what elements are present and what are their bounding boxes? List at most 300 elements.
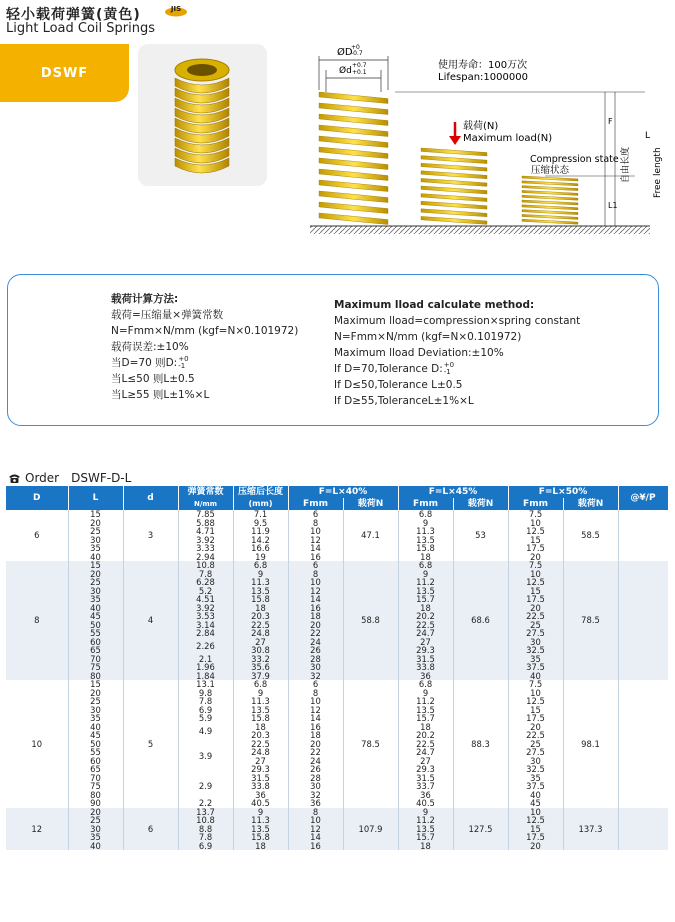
free-spring-coil bbox=[319, 103, 388, 115]
cell-price bbox=[618, 604, 668, 613]
cell-fmm-50: 32.5 bbox=[508, 765, 563, 774]
cell-fmm-50: 22.5 bbox=[508, 731, 563, 740]
cell-compressed: 24.8 bbox=[233, 629, 288, 638]
cell-L: 60 bbox=[68, 757, 123, 766]
cell-fmm-50: 35 bbox=[508, 655, 563, 664]
cell-fmm-50: 20 bbox=[508, 842, 563, 851]
cell-fmm-45: 31.5 bbox=[398, 774, 453, 783]
cell-L: 40 bbox=[68, 723, 123, 732]
cell-constant: 6.9 bbox=[178, 842, 233, 851]
th-constant: 弹簧常数 bbox=[178, 486, 233, 498]
cell-compressed: 7.1 bbox=[233, 510, 288, 519]
cell-price bbox=[618, 612, 668, 621]
calc-en-line1: Maximum lload=compression×spring constant bbox=[334, 315, 581, 327]
cell-fmm-45: 6.8 bbox=[398, 561, 453, 570]
cell-price bbox=[618, 672, 668, 681]
cell-compressed: 29.3 bbox=[233, 765, 288, 774]
cell-fmm-45: 13.5 bbox=[398, 825, 453, 834]
cell-fmm-40: 6 bbox=[288, 510, 343, 519]
cell-fmm-45: 18 bbox=[398, 723, 453, 732]
cell-price bbox=[618, 842, 668, 851]
cell-compressed: 11.3 bbox=[233, 816, 288, 825]
th-compressed: 压缩后长度 bbox=[233, 486, 288, 498]
compressed-spring-coil bbox=[522, 210, 578, 215]
free-spring-coil bbox=[319, 92, 388, 104]
cell-constant: 4.51 bbox=[178, 595, 233, 604]
cell-price bbox=[618, 629, 668, 638]
loaded-spring-coil bbox=[421, 209, 487, 217]
free-spring-coil bbox=[319, 169, 388, 181]
jis-badge-icon bbox=[164, 3, 188, 17]
cell-fmm-50: 15 bbox=[508, 536, 563, 545]
cell-fmm-50: 22.5 bbox=[508, 612, 563, 621]
cell-L: 80 bbox=[68, 672, 123, 681]
cell-fmm-45: 18 bbox=[398, 553, 453, 562]
cell-fmm-40: 14 bbox=[288, 595, 343, 604]
cell-fmm-50: 12.5 bbox=[508, 816, 563, 825]
cell-fmm-40: 20 bbox=[288, 621, 343, 630]
calc-en-line3: Maximum lload Deviation:±10% bbox=[334, 347, 504, 359]
yellow-spring-icon bbox=[138, 44, 267, 186]
cell-compressed: 11.9 bbox=[233, 527, 288, 536]
cell-L: 80 bbox=[68, 791, 123, 800]
cell-L: 25 bbox=[68, 816, 123, 825]
cell-load-40: 47.1 bbox=[343, 510, 398, 561]
cell-L: 70 bbox=[68, 655, 123, 664]
cell-D: 6 bbox=[6, 510, 68, 561]
cell-fmm-50: 20 bbox=[508, 553, 563, 562]
calc-cn-line5: 当L≤50 则L±0.5 bbox=[111, 373, 195, 385]
cell-price bbox=[618, 519, 668, 528]
l-label: L bbox=[645, 131, 651, 141]
cell-constant: 3.53 bbox=[178, 612, 233, 621]
cell-L: 65 bbox=[68, 646, 123, 655]
f-label: F bbox=[608, 117, 613, 126]
cell-L: 45 bbox=[68, 612, 123, 621]
cell-fmm-40: 16 bbox=[288, 842, 343, 851]
cell-L: 15 bbox=[68, 510, 123, 519]
cell-constant: 1.84 bbox=[178, 672, 233, 681]
cell-L: 60 bbox=[68, 638, 123, 647]
cell-L: 30 bbox=[68, 825, 123, 834]
cell-price bbox=[618, 833, 668, 842]
cell-compressed: 33.8 bbox=[233, 782, 288, 791]
cell-L: 25 bbox=[68, 578, 123, 587]
cell-fmm-45: 29.3 bbox=[398, 646, 453, 655]
product-photo bbox=[138, 44, 267, 186]
cell-fmm-40: 14 bbox=[288, 544, 343, 553]
cell-compressed: 6.8 bbox=[233, 680, 288, 689]
cell-fmm-40: 36 bbox=[288, 799, 343, 808]
loaded-spring-coil bbox=[421, 171, 487, 179]
compressed-spring-coil bbox=[522, 219, 578, 224]
cell-fmm-50: 10 bbox=[508, 689, 563, 698]
cell-constant: 3.14 bbox=[178, 621, 233, 630]
cell-load-45: 127.5 bbox=[453, 808, 508, 851]
cell-D: 8 bbox=[6, 561, 68, 680]
cell-fmm-45: 11.2 bbox=[398, 816, 453, 825]
calc-en-line6: If D≥55,ToleranceL±1%×L bbox=[334, 395, 474, 407]
loaded-spring-coil bbox=[421, 194, 487, 202]
compressed-spring-coil bbox=[522, 190, 578, 195]
cell-fmm-40: 10 bbox=[288, 578, 343, 587]
compression-cn: 压缩状态 bbox=[531, 165, 570, 176]
th-g50: F=L×50% bbox=[508, 486, 618, 498]
cell-compressed: 40.5 bbox=[233, 799, 288, 808]
cell-price bbox=[618, 544, 668, 553]
cell-compressed: 31.5 bbox=[233, 774, 288, 783]
cell-fmm-40: 8 bbox=[288, 519, 343, 528]
table-row bbox=[6, 510, 668, 519]
cell-compressed: 22.5 bbox=[233, 740, 288, 749]
loaded-spring-coil bbox=[421, 156, 487, 164]
cell-L: 70 bbox=[68, 774, 123, 783]
compressed-spring-coil bbox=[522, 181, 578, 186]
cell-L: 15 bbox=[68, 680, 123, 689]
cell-price bbox=[618, 595, 668, 604]
cell-L: 30 bbox=[68, 706, 123, 715]
cell-fmm-50: 17.5 bbox=[508, 714, 563, 723]
product-tab bbox=[0, 44, 129, 102]
cell-fmm-45: 33.7 bbox=[398, 782, 453, 791]
cell-fmm-45: 15.7 bbox=[398, 714, 453, 723]
cell-price bbox=[618, 527, 668, 536]
cell-constant: 13.7 bbox=[178, 808, 233, 817]
cell-load-45: 88.3 bbox=[453, 680, 508, 808]
cell-compressed: 9 bbox=[233, 570, 288, 579]
cell-price bbox=[618, 757, 668, 766]
cell-fmm-40: 8 bbox=[288, 808, 343, 817]
th-constant-unit: N/mm bbox=[178, 498, 233, 510]
cell-fmm-50: 12.5 bbox=[508, 578, 563, 587]
th-fmm-45: Fmm bbox=[398, 498, 453, 510]
cell-fmm-50: 7.5 bbox=[508, 680, 563, 689]
cell-fmm-45: 13.5 bbox=[398, 706, 453, 715]
cell-fmm-50: 17.5 bbox=[508, 544, 563, 553]
cell-fmm-50: 40 bbox=[508, 791, 563, 800]
cell-fmm-40: 20 bbox=[288, 740, 343, 749]
cell-compressed: 20.3 bbox=[233, 612, 288, 621]
cell-fmm-45: 29.3 bbox=[398, 765, 453, 774]
free-spring-coil bbox=[319, 125, 388, 137]
cell-L: 35 bbox=[68, 595, 123, 604]
cell-fmm-50: 15 bbox=[508, 825, 563, 834]
compressed-spring-coil bbox=[522, 186, 578, 191]
cell-load-40: 58.8 bbox=[343, 561, 398, 680]
load-calculation-box bbox=[7, 274, 659, 426]
cell-fmm-40: 12 bbox=[288, 825, 343, 834]
calc-cn-tol-up: +0 bbox=[178, 355, 189, 363]
cell-compressed: 16.6 bbox=[233, 544, 288, 553]
th-D: D bbox=[6, 486, 68, 510]
cell-compressed: 14.2 bbox=[233, 536, 288, 545]
compressed-spring-coil bbox=[522, 214, 578, 219]
compressed-spring-coil bbox=[522, 200, 578, 205]
cell-load-45: 53 bbox=[453, 510, 508, 561]
cell-fmm-40: 24 bbox=[288, 638, 343, 647]
cell-fmm-50: 17.5 bbox=[508, 595, 563, 604]
cell-price bbox=[618, 765, 668, 774]
cell-fmm-50: 12.5 bbox=[508, 527, 563, 536]
cell-compressed: 24.8 bbox=[233, 748, 288, 757]
cell-constant: 7.8 bbox=[178, 833, 233, 842]
th-g40: F=L×40% bbox=[288, 486, 398, 498]
cell-fmm-40: 26 bbox=[288, 646, 343, 655]
cell-fmm-40: 32 bbox=[288, 672, 343, 681]
cell-fmm-50: 27.5 bbox=[508, 629, 563, 638]
cell-fmm-50: 15 bbox=[508, 587, 563, 596]
cell-compressed: 15.8 bbox=[233, 714, 288, 723]
cell-constant: 8.8 bbox=[178, 825, 233, 834]
cell-price bbox=[618, 697, 668, 706]
cell-fmm-40: 16 bbox=[288, 553, 343, 562]
free-length-cn: 自由长度 bbox=[621, 146, 631, 183]
th-L: L bbox=[68, 486, 123, 510]
cell-price bbox=[618, 723, 668, 732]
cell-fmm-45: 22.5 bbox=[398, 621, 453, 630]
calc-cn-tol-dn: -1 bbox=[178, 362, 186, 370]
calc-cn-line6: 当L≥55 则L±1%×L bbox=[111, 389, 210, 401]
cell-fmm-45: 15.8 bbox=[398, 544, 453, 553]
cell-price bbox=[618, 791, 668, 800]
cell-compressed: 18 bbox=[233, 842, 288, 851]
calc-en bbox=[334, 297, 580, 409]
cell-price bbox=[618, 740, 668, 749]
cell-constant: 2.9 bbox=[178, 774, 233, 800]
compressed-spring-coil bbox=[522, 195, 578, 200]
cell-price bbox=[618, 510, 668, 519]
cell-fmm-50: 12.5 bbox=[508, 697, 563, 706]
cell-constant: 5.88 bbox=[178, 519, 233, 528]
cell-price bbox=[618, 553, 668, 562]
loaded-spring-coil bbox=[421, 178, 487, 186]
phone-icon bbox=[8, 473, 21, 484]
od-tol-lower: -0.7 bbox=[351, 50, 363, 57]
cell-constant: 1.96 bbox=[178, 663, 233, 672]
cell-price bbox=[618, 587, 668, 596]
cell-price bbox=[618, 536, 668, 545]
th-fmm-40: Fmm bbox=[288, 498, 343, 510]
cell-fmm-40: 10 bbox=[288, 816, 343, 825]
cell-d: 5 bbox=[123, 680, 178, 808]
cell-L: 75 bbox=[68, 663, 123, 672]
cell-fmm-40: 32 bbox=[288, 791, 343, 800]
cell-fmm-50: 25 bbox=[508, 740, 563, 749]
cell-fmm-40: 28 bbox=[288, 774, 343, 783]
cell-fmm-45: 11.3 bbox=[398, 527, 453, 536]
free-length-en: Free length bbox=[653, 147, 663, 198]
cell-compressed: 11.3 bbox=[233, 578, 288, 587]
cell-L: 90 bbox=[68, 799, 123, 808]
cell-fmm-45: 20.2 bbox=[398, 731, 453, 740]
id-tol-upper: +0.7 bbox=[352, 62, 367, 69]
loaded-spring-coil bbox=[421, 163, 487, 171]
cell-L: 75 bbox=[68, 782, 123, 791]
th-load-50: 载荷N bbox=[563, 498, 618, 510]
cell-fmm-40: 12 bbox=[288, 706, 343, 715]
cell-constant: 3.9 bbox=[178, 740, 233, 774]
cell-d: 6 bbox=[123, 808, 178, 851]
cell-compressed: 18 bbox=[233, 723, 288, 732]
calc-en-line5: If D≤50,Tolerance L±0.5 bbox=[334, 379, 463, 391]
cell-constant: 6.9 bbox=[178, 706, 233, 715]
cell-fmm-50: 10 bbox=[508, 808, 563, 817]
spring-diagram bbox=[305, 38, 670, 238]
cell-d: 4 bbox=[123, 561, 178, 680]
cell-compressed: 36 bbox=[233, 791, 288, 800]
cell-price bbox=[618, 561, 668, 570]
cell-constant: 7.85 bbox=[178, 510, 233, 519]
id-label: Ød bbox=[339, 66, 352, 76]
loaded-spring-coil bbox=[421, 186, 487, 194]
cell-compressed: 30.8 bbox=[233, 646, 288, 655]
cell-constant: 2.84 bbox=[178, 629, 233, 638]
cell-constant: 3.92 bbox=[178, 536, 233, 545]
table-row bbox=[6, 808, 668, 817]
cell-constant: 6.28 bbox=[178, 578, 233, 587]
calc-cn-heading: 载荷计算方法: bbox=[111, 293, 179, 305]
cell-L: 20 bbox=[68, 808, 123, 817]
cell-fmm-40: 10 bbox=[288, 697, 343, 706]
order-code: DSWF-D-L bbox=[71, 471, 132, 485]
cell-fmm-50: 17.5 bbox=[508, 833, 563, 842]
cell-fmm-45: 36 bbox=[398, 672, 453, 681]
cell-compressed: 9 bbox=[233, 689, 288, 698]
cell-L: 40 bbox=[68, 604, 123, 613]
od-label: ØD bbox=[337, 47, 353, 58]
cell-L: 55 bbox=[68, 629, 123, 638]
th-price: @¥/P bbox=[618, 486, 668, 510]
cell-constant: 7.8 bbox=[178, 570, 233, 579]
cell-load-50: 137.3 bbox=[563, 808, 618, 851]
title-cn: 轻小载荷弹簧(黄色) bbox=[6, 7, 141, 23]
free-spring-coil bbox=[319, 147, 388, 159]
cell-L: 20 bbox=[68, 519, 123, 528]
th-fmm-50: Fmm bbox=[508, 498, 563, 510]
cell-price bbox=[618, 714, 668, 723]
cell-L: 65 bbox=[68, 765, 123, 774]
cell-fmm-40: 14 bbox=[288, 833, 343, 842]
cell-fmm-40: 10 bbox=[288, 527, 343, 536]
cell-fmm-40: 14 bbox=[288, 714, 343, 723]
cell-fmm-40: 12 bbox=[288, 587, 343, 596]
l1-label: L1 bbox=[608, 201, 618, 210]
cell-compressed: 6.8 bbox=[233, 561, 288, 570]
cell-fmm-45: 18 bbox=[398, 842, 453, 851]
cell-fmm-40: 18 bbox=[288, 731, 343, 740]
cell-constant: 3.92 bbox=[178, 604, 233, 613]
cell-price bbox=[618, 816, 668, 825]
free-spring-coil bbox=[319, 191, 388, 203]
compressed-spring bbox=[522, 176, 578, 224]
cell-fmm-50: 20 bbox=[508, 604, 563, 613]
cell-price bbox=[618, 748, 668, 757]
cell-fmm-50: 20 bbox=[508, 723, 563, 732]
cell-price bbox=[618, 570, 668, 579]
calc-en-heading: Maximum lload calculate method: bbox=[334, 299, 535, 311]
order-line bbox=[8, 471, 131, 485]
free-spring-coil bbox=[319, 180, 388, 192]
cell-fmm-45: 15.7 bbox=[398, 833, 453, 842]
cell-fmm-45: 24.7 bbox=[398, 629, 453, 638]
cell-fmm-40: 24 bbox=[288, 757, 343, 766]
cell-constant: 2.1 bbox=[178, 655, 233, 664]
cell-fmm-45: 9 bbox=[398, 689, 453, 698]
cell-L: 50 bbox=[68, 740, 123, 749]
cell-price bbox=[618, 808, 668, 817]
cell-compressed: 13.5 bbox=[233, 706, 288, 715]
cell-fmm-50: 10 bbox=[508, 519, 563, 528]
cell-fmm-45: 9 bbox=[398, 570, 453, 579]
cell-D: 10 bbox=[6, 680, 68, 808]
cell-load-45: 68.6 bbox=[453, 561, 508, 680]
cell-compressed: 33.2 bbox=[233, 655, 288, 664]
id-tol-lower: +0.1 bbox=[352, 69, 367, 76]
calc-en-tol-up: +0 bbox=[443, 361, 455, 369]
free-spring-coil bbox=[319, 158, 388, 170]
cell-constant: 4.71 bbox=[178, 527, 233, 536]
cell-fmm-45: 15.7 bbox=[398, 595, 453, 604]
th-d: d bbox=[123, 486, 178, 510]
cell-compressed: 37.9 bbox=[233, 672, 288, 681]
cell-fmm-40: 16 bbox=[288, 604, 343, 613]
cell-fmm-45: 11.2 bbox=[398, 578, 453, 587]
cell-compressed: 35.6 bbox=[233, 663, 288, 672]
cell-fmm-40: 18 bbox=[288, 612, 343, 621]
free-spring-coil bbox=[319, 213, 388, 225]
calc-cn-line1: 载荷=压缩量×弹簧常数 bbox=[111, 309, 224, 321]
cell-fmm-50: 7.5 bbox=[508, 561, 563, 570]
cell-constant: 2.2 bbox=[178, 799, 233, 808]
cell-constant: 2.94 bbox=[178, 553, 233, 562]
cell-load-50: 78.5 bbox=[563, 561, 618, 680]
loaded-spring-coil bbox=[421, 148, 487, 156]
cell-fmm-45: 13.5 bbox=[398, 587, 453, 596]
cell-fmm-50: 37.5 bbox=[508, 663, 563, 672]
compressed-spring-coil bbox=[522, 205, 578, 210]
cell-price bbox=[618, 782, 668, 791]
cell-constant: 2.26 bbox=[178, 638, 233, 655]
cell-compressed: 11.3 bbox=[233, 697, 288, 706]
cell-price bbox=[618, 680, 668, 689]
cell-constant: 5.2 bbox=[178, 587, 233, 596]
order-label: Order bbox=[25, 471, 60, 485]
free-spring bbox=[319, 92, 388, 225]
cell-compressed: 27 bbox=[233, 638, 288, 647]
free-spring-coil bbox=[319, 114, 388, 126]
cell-fmm-45: 27 bbox=[398, 638, 453, 647]
th-load-45: 载荷N bbox=[453, 498, 508, 510]
cell-fmm-50: 45 bbox=[508, 799, 563, 808]
cell-load-40: 78.5 bbox=[343, 680, 398, 808]
cell-L: 15 bbox=[68, 561, 123, 570]
cell-constant: 10.8 bbox=[178, 561, 233, 570]
cell-fmm-50: 25 bbox=[508, 621, 563, 630]
cell-fmm-40: 22 bbox=[288, 748, 343, 757]
cell-D: 12 bbox=[6, 808, 68, 851]
cell-fmm-50: 37.5 bbox=[508, 782, 563, 791]
load-en: Maximum load(N) bbox=[463, 133, 553, 144]
cell-price bbox=[618, 774, 668, 783]
cell-price bbox=[618, 706, 668, 715]
cell-price bbox=[618, 646, 668, 655]
lifespan-en: Lifespan:1000000 bbox=[438, 72, 528, 83]
cell-fmm-45: 18 bbox=[398, 604, 453, 613]
cell-L: 35 bbox=[68, 833, 123, 842]
free-spring-coil bbox=[319, 202, 388, 214]
cell-L: 55 bbox=[68, 748, 123, 757]
calc-cn-line2: N=Fmm×N/mm (kgf=N×0.101972) bbox=[111, 325, 299, 337]
